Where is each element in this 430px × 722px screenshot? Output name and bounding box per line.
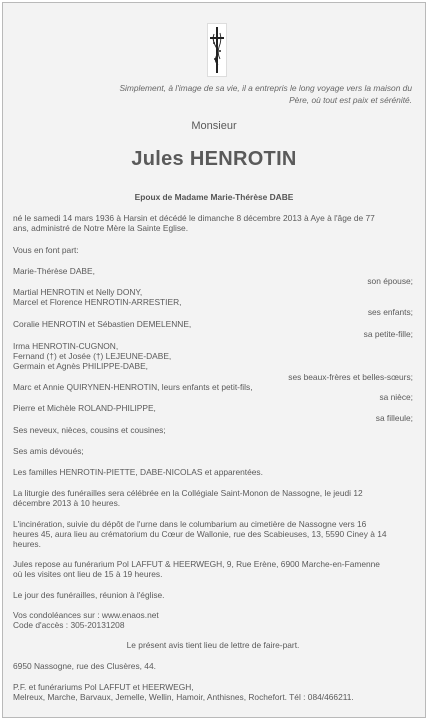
- gathering-line: [13, 590, 413, 600]
- grandchild-role: sa petite-fille;: [363, 329, 413, 340]
- liturgy-line-1: La liturgie des funérailles sera célébrée en la Collégiale Saint-Monon de Nassogne, le jeudi 12: [13, 488, 363, 498]
- children-role: ses enfants;: [367, 307, 413, 318]
- godchild-name: Pierre et Michèle ROLAND-PHILIPPE,: [13, 403, 156, 413]
- honorific: Monsieur: [191, 120, 237, 132]
- announce: [13, 245, 413, 255]
- niece-role: sa nièce;: [379, 392, 413, 403]
- nephews-text: Ses neveux, nièces, cousins et cousines;: [13, 425, 166, 435]
- birth-line-2: ans, administré de Notre Mère la Sainte Eglise.: [13, 223, 189, 234]
- condolences-line-1: Vos condoléances sur : www.enaos.net: [13, 610, 159, 620]
- wife-name: Marie-Thérèse DABE,: [13, 266, 95, 276]
- spouse-line: Epoux de Madame Marie-Thérèse DABE: [134, 192, 294, 202]
- children-line-1: Martial HENROTIN et Nelly DONY,: [13, 287, 143, 297]
- niece-name: Marc et Annie QUIRYNEN-HENROTIN, leurs enfants et petit-fils,: [13, 382, 253, 392]
- address-text: 6950 Nassogne, rue des Clusères, 44.: [13, 661, 156, 671]
- children-line-2: Marcel et Florence HENROTIN-ARRESTIER,: [13, 297, 182, 308]
- friends-text: Ses amis dévoués;: [13, 446, 84, 456]
- quote-line-1: Simplement, à l'image de sa vie, il a entrepris le long voyage vers la maison du: [119, 83, 412, 93]
- deceased-name: Jules HENROTIN: [131, 148, 297, 170]
- birth-death-info: [13, 213, 413, 233]
- siblings-line-2: Fernand (†) et Josée (†) LEJEUNE-DABE,: [13, 351, 172, 362]
- godchild-role: sa filleule;: [375, 413, 413, 424]
- family-list: [13, 266, 413, 286]
- cross-icon: [207, 23, 227, 77]
- families-text: Les familles HENROTIN-PIETTE, DABE-NICOLAS et apparentées.: [13, 467, 263, 477]
- liturgy-block: [13, 488, 413, 508]
- families-line: [13, 467, 413, 477]
- siblings-line-3: Germain et Agnès PHILIPPE-DABE,: [13, 361, 148, 372]
- condolences-block: [13, 610, 413, 630]
- godchild-block: [13, 403, 413, 423]
- birth-line-1: né le samedi 14 mars 1936 à Harsin et décédé le dimanche 8 décembre 2013 à Aye à l'âge de 77: [13, 213, 375, 223]
- cremation-line-3: heures.: [13, 539, 41, 550]
- cremation-line-1: L'incinération, suivie du dépôt de l'urne dans le columbarium au cimetière de Nassogne vers 16: [13, 519, 367, 529]
- funeral-home-line-2: où les visites ont lieu de 15 à 19 heures.: [13, 569, 163, 580]
- nephews-line: [13, 425, 413, 435]
- friends-line: [13, 446, 413, 456]
- address-line: [13, 661, 413, 671]
- condolences-line-2: Code d'accès : 305-20131208: [13, 620, 125, 631]
- notice-text: Le présent avis tient lieu de lettre de faire-part.: [126, 640, 300, 650]
- gathering-text: Le jour des funérailles, réunion à l'église.: [13, 590, 165, 600]
- grandchild-block: [13, 319, 413, 339]
- funeral-home-block: [13, 559, 413, 579]
- grandchild-name: Coralie HENROTIN et Sébastien DEMELENNE,: [13, 319, 192, 329]
- opening-quote: [63, 82, 412, 106]
- funeral-director-line-1: P.F. et funérariums Pol LAFFUT et HEERWEGH,: [13, 682, 194, 692]
- funeral-home-line-1: Jules repose au funérarium Pol LAFFUT & HEERWEGH, 9, Rue Erène, 6900 Marche-en-Famenne: [13, 559, 380, 569]
- funeral-director-block: [13, 682, 413, 702]
- liturgy-line-2: décembre 2013 à 10 heures.: [13, 498, 121, 509]
- children-block: [13, 287, 413, 318]
- notice-line: [13, 640, 413, 650]
- obituary-card: [2, 2, 426, 718]
- announce-text: Vous en font part:: [13, 245, 79, 255]
- niece-block: [13, 382, 413, 402]
- funeral-director-line-2: Melreux, Marche, Barvaux, Jemelle, Wellin, Hamoir, Anthisnes, Rochefort. Tél : 084/466211.: [13, 692, 354, 703]
- siblings-block: [13, 341, 413, 382]
- siblings-line-1: Irma HENROTIN-CUGNON,: [13, 341, 119, 351]
- cremation-block: [13, 519, 413, 550]
- siblings-role: ses beaux-frères et belles-sœurs;: [288, 371, 413, 382]
- cremation-line-2: heures 45, aura lieu au crématorium du Cœur de Wallonie, rue des Scabieuses, 13, 5590 Ciney à 14: [13, 529, 387, 540]
- wife-role: son épouse;: [367, 276, 413, 287]
- quote-line-2: Père, où tout est paix et sérénité.: [289, 95, 412, 105]
